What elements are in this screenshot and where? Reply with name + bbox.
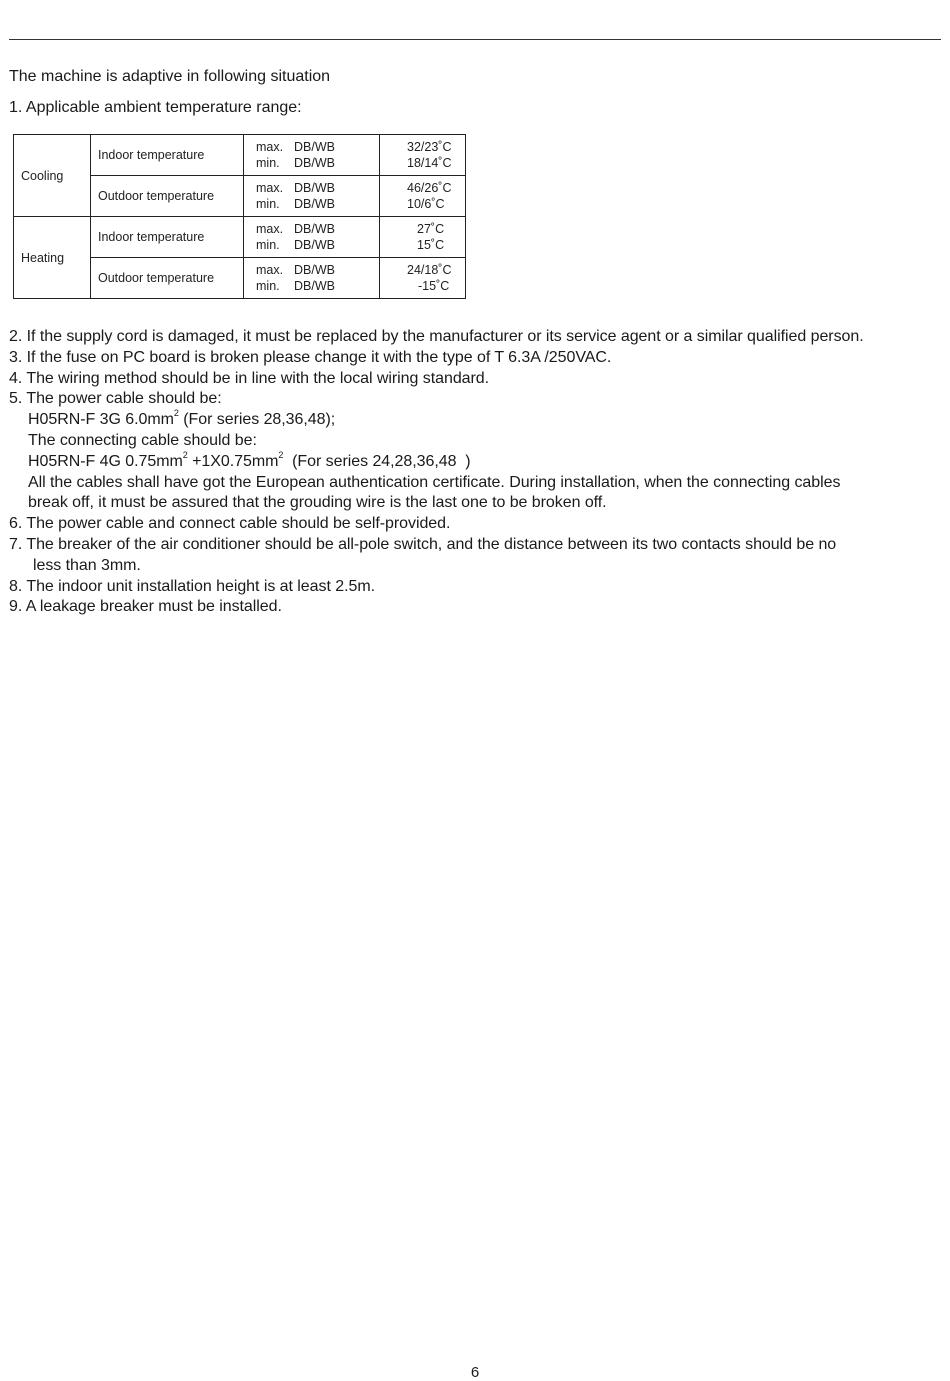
list-item: 3. If the fuse on PC board is broken please change it with the type of T 6.3A /250VAC. xyxy=(9,348,612,366)
limit-cell: max. DB/WB min. DB/WB xyxy=(244,176,380,217)
page-number: 6 xyxy=(470,1364,480,1381)
value-cell: 46/26˚C 10/6˚C xyxy=(380,176,466,217)
location-cell: Outdoor temperature xyxy=(91,258,244,299)
list-item: 5. The power cable should be: xyxy=(9,390,222,408)
list-item-cont: less than 3mm. xyxy=(33,556,141,574)
mode-cell: Heating xyxy=(14,217,91,299)
header-rule xyxy=(9,39,941,40)
list-item: 6. The power cable and connect cable should be self-provided. xyxy=(9,515,451,533)
limit-cell: max. DB/WB min. DB/WB xyxy=(244,258,380,299)
temperature-range-table xyxy=(13,134,466,299)
table-row xyxy=(14,135,466,176)
item-1-heading: 1. Applicable ambient temperature range: xyxy=(9,99,302,116)
connecting-cable-spec: H05RN-F 4G $0.75mm^2 +1X0.75mm^2$ (For series 24,28,36,48 ) xyxy=(28,449,471,470)
value-cell: 27˚C 15˚C xyxy=(380,217,466,258)
limit-cell: max. DB/WB min. DB/WB xyxy=(244,217,380,258)
requirements-list xyxy=(9,327,947,618)
limit-cell: max. DB/WB min. DB/WB xyxy=(244,135,380,176)
value-cell: 32/23˚C 18/14˚C xyxy=(380,135,466,176)
certificate-note: All the cables shall have got the European authentication certificate. During installation, when the connecting cables xyxy=(28,473,841,491)
mode-cell: Cooling xyxy=(14,135,91,217)
intro-text: The machine is adaptive in following situation xyxy=(9,68,331,85)
list-item: 8. The indoor unit installation height is at least 2.5m. xyxy=(9,577,376,595)
connecting-cable-heading: The connecting cable should be: xyxy=(28,431,257,449)
location-cell: Indoor temperature xyxy=(91,217,244,258)
list-item: 2. If the supply cord is damaged, it must be replaced by the manufacturer or its service agent or a similar qualified person. xyxy=(9,328,864,345)
location-cell: Indoor temperature xyxy=(91,135,244,176)
list-item: 7. The breaker of the air conditioner should be all-pole switch, and the distance between its two contacts should be no xyxy=(9,535,837,553)
certificate-note-cont: break off, it must be assured that the grouding wire is the last one to be broken off. xyxy=(28,494,607,512)
table-row xyxy=(14,217,466,258)
value-cell: 24/18˚C -15˚C xyxy=(380,258,466,299)
power-cable-spec: H05RN-F 3G $6.0mm^2$ (For series 28,36,48); xyxy=(28,408,336,429)
list-item: 4. The wiring method should be in line with the local wiring standard. xyxy=(9,369,490,387)
location-cell: Outdoor temperature xyxy=(91,176,244,217)
list-item: 9. A leakage breaker must be installed. xyxy=(9,598,282,616)
